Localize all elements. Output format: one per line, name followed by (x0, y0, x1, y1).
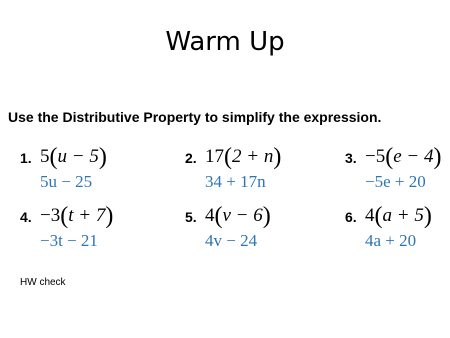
problem-inner: u − 5 (57, 146, 99, 167)
problem-expression: 17(2 + n) (205, 144, 282, 170)
problem-coefficient: 17 (205, 146, 224, 167)
problem-answer: −5e + 20 (365, 172, 426, 191)
problem-number: 2. (185, 150, 197, 166)
problem-expression: 4(v − 6) (205, 203, 271, 229)
problem-3 (345, 145, 450, 205)
problem-coefficient: 4 (205, 205, 215, 226)
problem-6 (345, 204, 450, 264)
problem-inner: v − 6 (222, 205, 263, 226)
problem-answer: 5u − 25 (40, 172, 93, 191)
footer-note: HW check (20, 277, 66, 288)
slide-title: Warm Up (165, 27, 285, 57)
problem-4 (20, 204, 160, 264)
problem-coefficient: 5 (40, 146, 50, 167)
problem-inner: a + 5 (382, 205, 424, 226)
problem-answer: 34 + 17n (205, 172, 266, 191)
instruction-text: Use the Distributive Property to simplify the expression. (8, 109, 382, 125)
problem-1 (20, 145, 160, 205)
problem-number: 4. (20, 209, 32, 225)
problem-inner: e − 4 (393, 146, 434, 167)
problem-answer: −3t − 21 (40, 231, 98, 250)
problem-expression: 4(a + 5) (365, 203, 432, 229)
problem-answer: 4a + 20 (365, 231, 417, 250)
problem-number: 3. (345, 150, 357, 166)
problem-expression: 5(u − 5) (40, 144, 107, 170)
problem-expression: −5(e − 4) (365, 144, 442, 170)
problem-2 (185, 145, 325, 205)
problem-coefficient: −3 (40, 205, 61, 226)
problem-number: 5. (185, 209, 197, 225)
problem-inner: t + 7 (68, 205, 106, 226)
problem-5 (185, 204, 325, 264)
problem-expression: −3(t + 7) (40, 203, 114, 229)
problem-answer: 4v − 24 (205, 231, 258, 250)
problem-inner: 2 + n (232, 146, 274, 167)
problem-number: 6. (345, 209, 357, 225)
problem-coefficient: 4 (365, 205, 375, 226)
problem-coefficient: −5 (365, 146, 386, 167)
problem-number: 1. (20, 150, 32, 166)
